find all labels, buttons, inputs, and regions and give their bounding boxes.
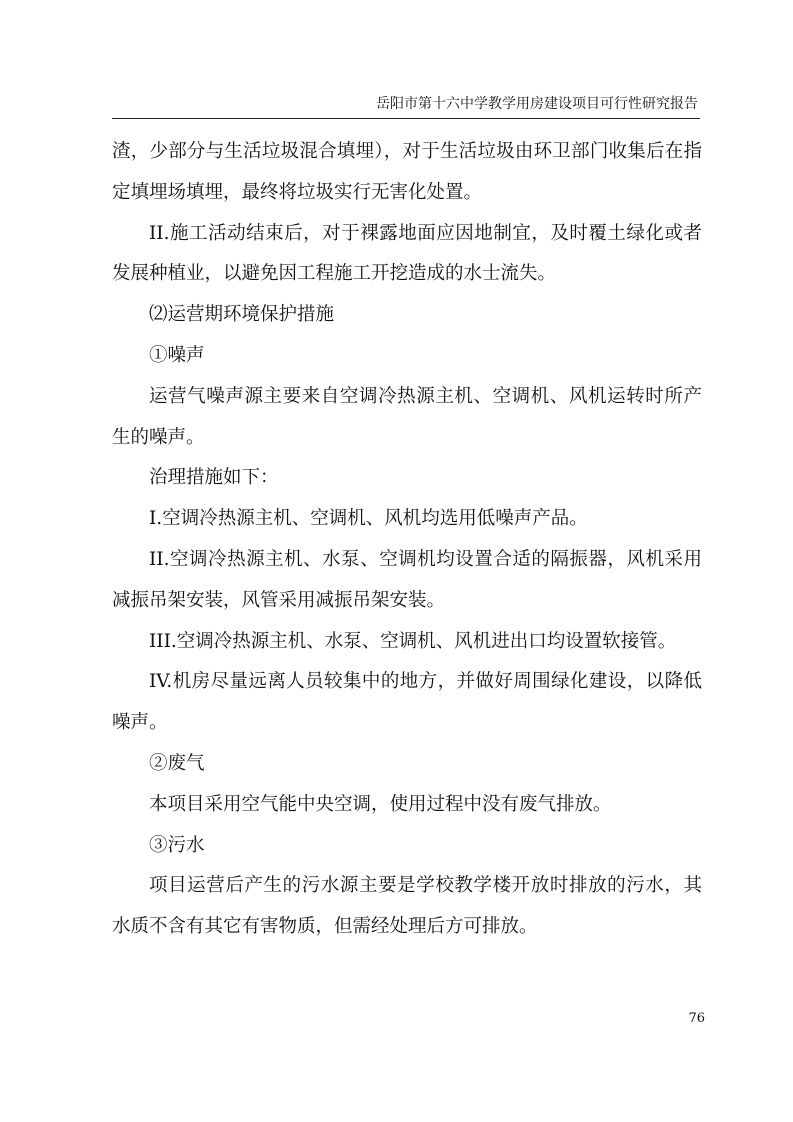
subheading-exhaust-gas: ②废气 (149, 752, 205, 774)
paragraph-measure-4: IV.机房尽量远离人员较集中的地方，并做好周围绿化建设，以降低噪声。 (112, 671, 702, 734)
section-heading-operation-protection: ⑵运营期环境保护措施 (149, 304, 335, 326)
document-body (112, 132, 702, 948)
paragraph-measure-3: III.空调冷热源主机、水泵、空调机、风机进出口均设置软接管。 (149, 630, 677, 652)
paragraph-measure-2: II.空调冷热源主机、水泵、空调机均设置合适的隔振器，风机采用减振吊架安装，风管采用减振吊架安装。 (112, 548, 702, 611)
subheading-noise: ①噪声 (149, 344, 205, 366)
paragraph-exhaust-gas: 本项目采用空气能中央空调，使用过程中没有废气排放。 (149, 793, 612, 815)
paragraph-construction-greening: II.施工活动结束后，对于裸露地面应因地制宜，及时覆土绿化或者发展种植业，以避免因工程施工开挖造成的水士流失。 (112, 222, 702, 285)
page-header (112, 88, 700, 119)
page-number: 76 (688, 1011, 705, 1026)
subheading-wastewater: ③污水 (149, 834, 205, 856)
header-title: 岳阳市第十六中学教学用房建设项目可行性研究报告 (376, 96, 698, 112)
paragraph-wastewater: 项目运营后产生的污水源主要是学校教学楼开放时排放的污水，其水质不含有其它有害物质，但需经处理后方可排放。 (112, 875, 702, 938)
paragraph-noise-sources: 运营气噪声源主要来自空调冷热源主机、空调机、风机运转时所产生的噪声。 (112, 385, 702, 448)
paragraph-measure-1: I.空调冷热源主机、空调机、风机均选用低噪声产品。 (149, 508, 588, 530)
paragraph-measures-intro: 治理措施如下： (149, 467, 279, 489)
paragraph-waste-disposal-continued: 渣，少部分与生活垃圾混合填埋），对于生活垃圾由环卫部门收集后在指定填埋场填埋，最终将垃圾实行无害化处置。 (112, 141, 702, 203)
